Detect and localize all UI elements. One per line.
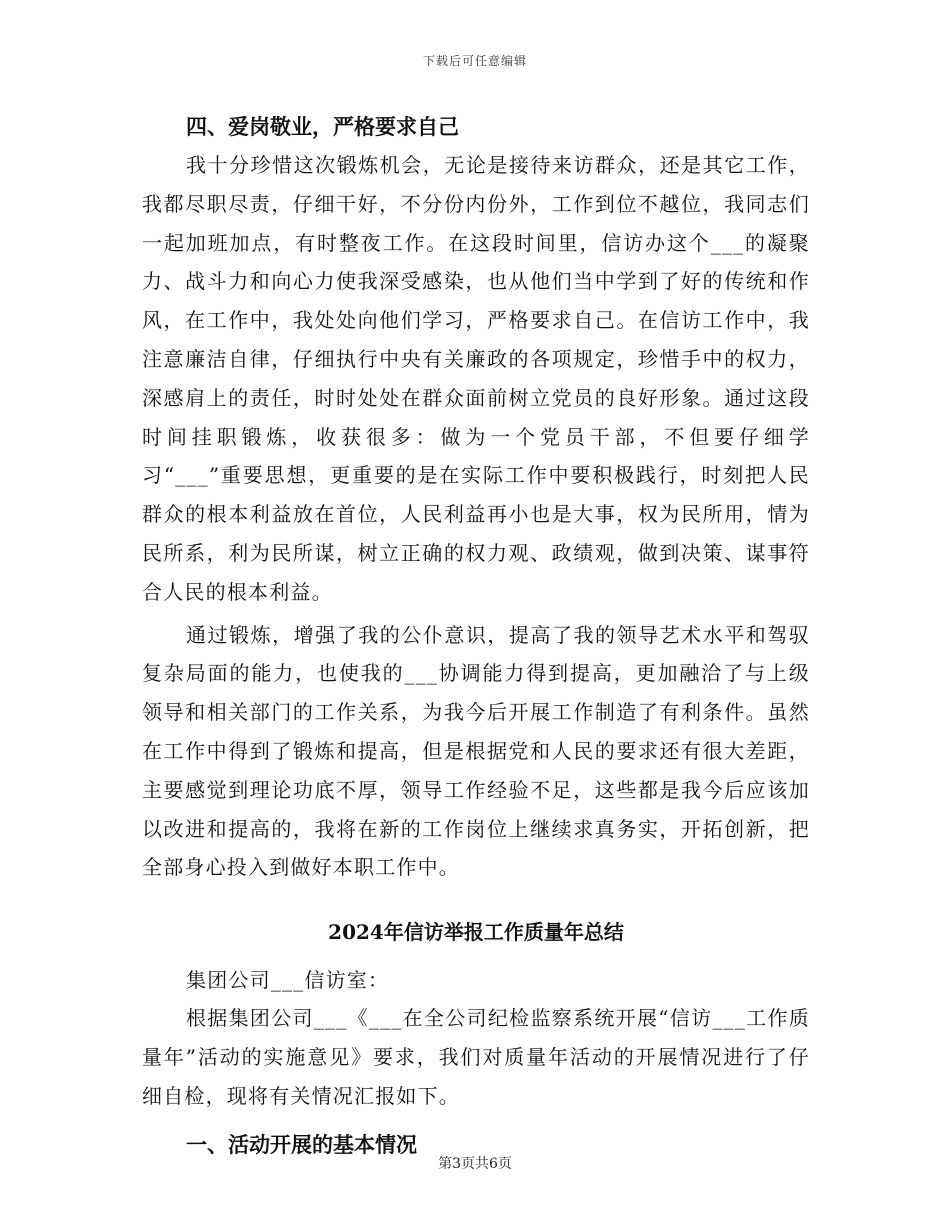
document-body — [142, 108, 810, 1164]
report-intro-paragraph: 根据集团公司___《___在全公司纪检监察系统开展“信访___工作质量年”活动的实施意见》要求，我们对质量年活动的开展情况进行了仔细自检，现将有关情况汇报如下。 — [142, 1006, 810, 1108]
report-salutation: 集团公司___信访室： — [186, 968, 390, 993]
body-paragraph: 我十分珍惜这次锻炼机会，无论是接待来访群众，还是其它工作，我都尽职尽责，仔细干好，不分份内份外，工作到位不越位，我同志们一起加班加点，有时整夜工作。在这段时间里，信访办这个___的凝聚力、战斗力和向心力使我深受感染，也从他们当中学到了好的传统和作风，在工作中，我处处向他们学习，严格要求自己。在信访工作中，我注意廉洁自律，仔细执行中央有关廉政的各项规定，珍惜手中的权力，深感肩上的责任，时时处处在群众面前树立党员的良好形象。通过这段时间挂职锻炼，收获很多：做为一个党员干部，不但要仔细学习“___”重要思想，更重要的是在实际工作中要积极践行，时刻把人民群众的根本利益放在首位，人民利益再小也是大事，权为民所用，情为民所系，利为民所谋，树立正确的权力观、政绩观，做到决策、谋事符合人民的根本利益。 — [142, 153, 810, 604]
section-heading: 四、爱岗敬业，严格要求自己 — [186, 114, 459, 139]
page-header-note: 下载后可任意编辑 — [422, 54, 527, 68]
report-title: 2024年信访举报工作质量年总结 — [328, 920, 624, 945]
section-heading: 一、活动开展的基本情况 — [186, 1131, 417, 1157]
page-number: 第3页共6页 — [438, 1156, 512, 1172]
body-paragraph: 通过锻炼，增强了我的公仆意识，提高了我的领导艺术水平和驾驭复杂局面的能力，也使我的___协调能力得到提高，更加融洽了与上级领导和相关部门的工作关系，为我今后开展工作制造了有利条件。虽然在工作中得到了锻炼和提高，但是根据党和人民的要求还有很大差距，主要感觉到理论功底不厚，领导工作经验不足，这些都是我今后应该加以改进和提高的，我将在新的工作岗位上继续求真务实，开拓创新，把全部身心投入到做好本职工作中。 — [142, 622, 810, 880]
